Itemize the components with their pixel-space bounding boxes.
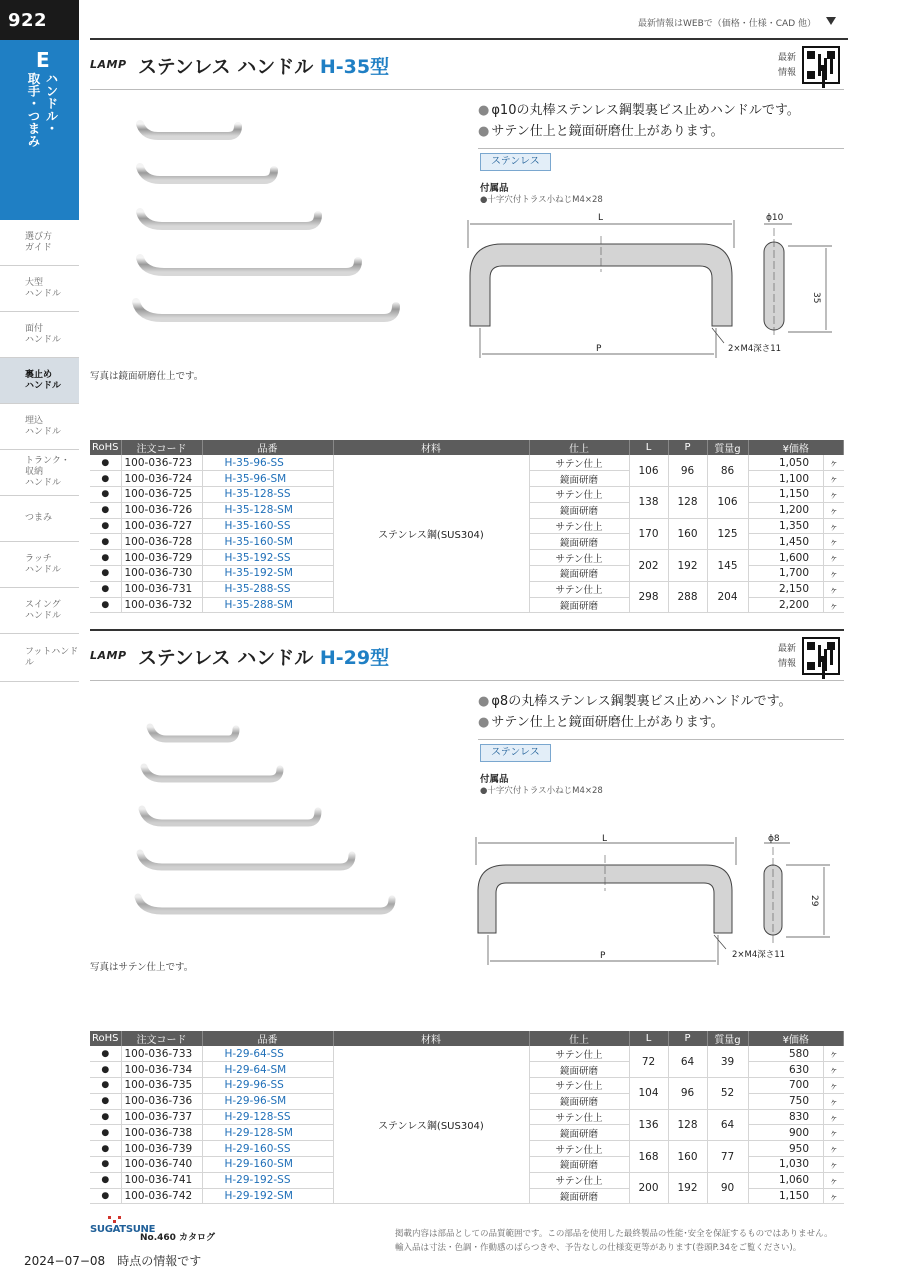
rohs-mark: ● <box>90 1141 121 1157</box>
info-date: 2024−07−08 時点の情報です <box>24 1254 202 1268</box>
finish: サテン仕上 <box>529 1172 629 1188</box>
part-number-link[interactable]: H-29-160-SS <box>202 1141 333 1157</box>
part-number-link[interactable]: H-29-192-SS <box>202 1172 333 1188</box>
part-number-link[interactable]: H-35-128-SM <box>202 502 333 518</box>
sidebar-item-surface[interactable]: 面付 ハンドル <box>0 312 79 358</box>
dim-L: 202 <box>629 550 668 582</box>
category-title-line2: 取手・つまみ <box>26 72 41 147</box>
mass: 106 <box>707 487 748 519</box>
sidebar-nav <box>0 220 79 682</box>
spec-table <box>90 1031 844 1204</box>
unit: ヶ <box>824 566 844 582</box>
col-rohs: RoHS <box>90 440 121 455</box>
qr-label: 最新 情報 <box>777 644 796 669</box>
rohs-mark: ● <box>90 534 121 550</box>
dimension-drawing <box>462 208 842 368</box>
order-code: 100-036-723 <box>121 455 202 471</box>
part-number-link[interactable]: H-35-96-SM <box>202 471 333 487</box>
qr-code-icon[interactable] <box>802 637 840 675</box>
dim-P: 96 <box>668 455 707 487</box>
col-P: P <box>668 440 707 455</box>
section-header <box>90 631 844 681</box>
price: 1,050 <box>748 455 824 471</box>
category-tab[interactable] <box>0 40 79 220</box>
price: 700 <box>748 1078 824 1094</box>
price: 1,150 <box>748 487 824 503</box>
product-section-h35 <box>90 40 844 615</box>
photo-note: 写真はサテン仕上です。 <box>90 962 194 973</box>
col-rohs: RoHS <box>90 1031 121 1046</box>
unit: ヶ <box>824 455 844 471</box>
table-row <box>90 1046 844 1062</box>
dim-L: 200 <box>629 1172 668 1204</box>
dim-L: 170 <box>629 518 668 550</box>
triangle-down-icon <box>826 17 836 25</box>
part-number-link[interactable]: H-29-96-SM <box>202 1093 333 1109</box>
finish: 鏡面研磨 <box>529 1157 629 1173</box>
price: 1,350 <box>748 518 824 534</box>
sugatsune-logo: SUGATSUNE <box>90 1224 155 1235</box>
mass: 39 <box>707 1046 748 1078</box>
rohs-mark: ● <box>90 1093 121 1109</box>
price: 1,100 <box>748 471 824 487</box>
col-code: 注文コード <box>121 1031 202 1046</box>
order-code: 100-036-735 <box>121 1078 202 1094</box>
product-section-h29 <box>90 631 844 1211</box>
unit: ヶ <box>824 1141 844 1157</box>
finish: 鏡面研磨 <box>529 1062 629 1078</box>
col-material: 材料 <box>333 1031 529 1046</box>
order-code: 100-036-736 <box>121 1093 202 1109</box>
qr-label: 最新 情報 <box>777 53 796 78</box>
dim-P: 192 <box>668 1172 707 1204</box>
dim-L: 136 <box>629 1109 668 1141</box>
feature-list <box>478 691 792 733</box>
dim-P-label: P <box>600 951 606 961</box>
qr-code-icon[interactable] <box>802 46 840 84</box>
order-code: 100-036-739 <box>121 1141 202 1157</box>
finish: サテン仕上 <box>529 487 629 503</box>
unit: ヶ <box>824 518 844 534</box>
material-badge: ステンレス <box>480 744 551 762</box>
part-number-link[interactable]: H-29-160-SM <box>202 1157 333 1173</box>
order-code: 100-036-732 <box>121 597 202 613</box>
dim-P: 160 <box>668 518 707 550</box>
rohs-mark: ● <box>90 597 121 613</box>
section-title: ステンレス ハンドル H-29型 <box>138 647 390 669</box>
accessory-title: 付属品 <box>480 774 509 785</box>
order-code: 100-036-729 <box>121 550 202 566</box>
unit: ヶ <box>824 1157 844 1173</box>
sidebar-item-trunk[interactable]: トランク・ 収納 ハンドル <box>0 450 79 496</box>
dim-L: 138 <box>629 487 668 519</box>
price: 1,700 <box>748 566 824 582</box>
part-number-link[interactable]: H-29-64-SS <box>202 1046 333 1062</box>
material-badge: ステンレス <box>480 153 551 171</box>
part-number-link[interactable]: H-29-128-SM <box>202 1125 333 1141</box>
web-info-note[interactable]: 最新情報はWEBで（価格・仕様・CAD 他） <box>638 19 816 29</box>
part-number-link[interactable]: H-35-96-SS <box>202 455 333 471</box>
dim-diameter-label: ϕ10 <box>766 213 784 223</box>
part-number-link[interactable]: H-29-96-SS <box>202 1078 333 1094</box>
page-number: 922 <box>0 0 79 40</box>
unit: ヶ <box>824 1093 844 1109</box>
dim-L: 104 <box>629 1078 668 1110</box>
section-header <box>90 40 844 90</box>
category-letter: E <box>36 48 50 72</box>
mass: 64 <box>707 1109 748 1141</box>
dim-height-label: 35 <box>811 292 821 304</box>
unit: ヶ <box>824 1172 844 1188</box>
sidebar-item-recessed[interactable]: 埋込 ハンドル <box>0 404 79 450</box>
price: 1,060 <box>748 1172 824 1188</box>
dim-L-label: L <box>602 834 608 844</box>
rohs-mark: ● <box>90 502 121 518</box>
dim-P: 128 <box>668 487 707 519</box>
feature-item: ● φ10の丸棒ステンレス鋼製裏ビス止めハンドルです。 <box>478 100 800 121</box>
dim-L: 106 <box>629 455 668 487</box>
unit: ヶ <box>824 1188 844 1204</box>
logo-dots-icon <box>106 1214 124 1244</box>
price: 2,150 <box>748 581 824 597</box>
col-P: P <box>668 1031 707 1046</box>
rohs-mark: ● <box>90 1046 121 1062</box>
table-header-row <box>90 440 844 455</box>
col-part: 品番 <box>202 440 333 455</box>
sidebar-item-large[interactable]: 大型 ハンドル <box>0 266 79 312</box>
finish: 鏡面研磨 <box>529 597 629 613</box>
order-code: 100-036-724 <box>121 471 202 487</box>
part-number-link[interactable]: H-35-192-SS <box>202 550 333 566</box>
lamp-logo: LAMP <box>90 649 127 662</box>
col-price: ¥価格 <box>748 1031 844 1046</box>
table-header-row <box>90 1031 844 1046</box>
divider <box>478 739 844 740</box>
dim-P: 288 <box>668 581 707 613</box>
unit: ヶ <box>824 597 844 613</box>
table-row <box>90 455 844 471</box>
feature-item: ● サテン仕上と鏡面研磨仕上があります。 <box>478 712 792 733</box>
rohs-mark: ● <box>90 1125 121 1141</box>
sidebar-item-latch[interactable]: ラッチ ハンドル <box>0 542 79 588</box>
col-part: 品番 <box>202 1031 333 1046</box>
price: 750 <box>748 1093 824 1109</box>
part-number-link[interactable]: H-35-192-SM <box>202 566 333 582</box>
unit: ヶ <box>824 471 844 487</box>
rohs-mark: ● <box>90 455 121 471</box>
order-code: 100-036-727 <box>121 518 202 534</box>
dim-P: 64 <box>668 1046 707 1078</box>
price: 630 <box>748 1062 824 1078</box>
dim-L-label: L <box>598 213 604 223</box>
order-code: 100-036-733 <box>121 1046 202 1062</box>
col-finish: 仕上 <box>529 440 629 455</box>
unit: ヶ <box>824 534 844 550</box>
dim-P: 128 <box>668 1109 707 1141</box>
unit: ヶ <box>824 1109 844 1125</box>
part-number-link[interactable]: H-29-128-SS <box>202 1109 333 1125</box>
finish: 鏡面研磨 <box>529 471 629 487</box>
rohs-mark: ● <box>90 1078 121 1094</box>
rohs-mark: ● <box>90 1188 121 1204</box>
dim-L: 298 <box>629 581 668 613</box>
rohs-mark: ● <box>90 1109 121 1125</box>
finish: 鏡面研磨 <box>529 1093 629 1109</box>
finish: サテン仕上 <box>529 518 629 534</box>
part-number-link[interactable]: H-35-160-SS <box>202 518 333 534</box>
price: 830 <box>748 1109 824 1125</box>
divider <box>478 148 844 149</box>
unit: ヶ <box>824 1125 844 1141</box>
rohs-mark: ● <box>90 581 121 597</box>
col-mass: 質量g <box>707 440 748 455</box>
order-code: 100-036-731 <box>121 581 202 597</box>
rohs-mark: ● <box>90 1157 121 1173</box>
rohs-mark: ● <box>90 518 121 534</box>
accessory-title: 付属品 <box>480 183 509 194</box>
order-code: 100-036-730 <box>121 566 202 582</box>
unit: ヶ <box>824 1046 844 1062</box>
part-number-link[interactable]: H-35-128-SS <box>202 487 333 503</box>
unit: ヶ <box>824 1062 844 1078</box>
part-number-link[interactable]: H-35-288-SS <box>202 581 333 597</box>
mass: 145 <box>707 550 748 582</box>
dim-P-label: P <box>596 344 602 354</box>
col-finish: 仕上 <box>529 1031 629 1046</box>
dimension-drawing <box>470 831 842 971</box>
dim-P: 192 <box>668 550 707 582</box>
unit: ヶ <box>824 1078 844 1094</box>
rohs-mark: ● <box>90 566 121 582</box>
finish: サテン仕上 <box>529 455 629 471</box>
category-title-line1: ハンドル・ <box>44 72 59 135</box>
price: 580 <box>748 1046 824 1062</box>
finish: サテン仕上 <box>529 581 629 597</box>
finish: 鏡面研磨 <box>529 1125 629 1141</box>
product-photo <box>130 713 450 923</box>
mass: 52 <box>707 1078 748 1110</box>
unit: ヶ <box>824 581 844 597</box>
col-code: 注文コード <box>121 440 202 455</box>
rohs-mark: ● <box>90 471 121 487</box>
sidebar-item-back-mount[interactable]: 裏止め ハンドル <box>0 358 79 404</box>
accessory-item: ●十字穴付トラス小ねじM4×28 <box>480 786 603 796</box>
mass: 90 <box>707 1172 748 1204</box>
mass: 125 <box>707 518 748 550</box>
rohs-mark: ● <box>90 1172 121 1188</box>
sidebar-item-knob[interactable]: つまみ <box>0 496 79 542</box>
accessory-item: ●十字穴付トラス小ねじM4×28 <box>480 195 603 205</box>
unit: ヶ <box>824 487 844 503</box>
catalog-number: No.460 カタログ <box>140 1233 216 1243</box>
finish: サテン仕上 <box>529 1078 629 1094</box>
finish: 鏡面研磨 <box>529 1188 629 1204</box>
price: 1,450 <box>748 534 824 550</box>
price: 1,030 <box>748 1157 824 1173</box>
finish: サテン仕上 <box>529 550 629 566</box>
section-title: ステンレス ハンドル H-35型 <box>138 56 390 78</box>
price: 900 <box>748 1125 824 1141</box>
finish: サテン仕上 <box>529 1046 629 1062</box>
order-code: 100-036-725 <box>121 487 202 503</box>
rohs-mark: ● <box>90 487 121 503</box>
dim-P: 96 <box>668 1078 707 1110</box>
dim-P: 160 <box>668 1141 707 1173</box>
finish: 鏡面研磨 <box>529 566 629 582</box>
order-code: 100-036-737 <box>121 1109 202 1125</box>
unit: ヶ <box>824 502 844 518</box>
dim-height-label: 29 <box>809 895 819 907</box>
part-number-link[interactable]: H-29-192-SM <box>202 1188 333 1204</box>
sidebar-item-swing[interactable]: スイング ハンドル <box>0 588 79 634</box>
dim-L: 72 <box>629 1046 668 1078</box>
finish: 鏡面研磨 <box>529 534 629 550</box>
finish: サテン仕上 <box>529 1109 629 1125</box>
mass: 86 <box>707 455 748 487</box>
rohs-mark: ● <box>90 550 121 566</box>
order-code: 100-036-726 <box>121 502 202 518</box>
order-code: 100-036-742 <box>121 1188 202 1204</box>
order-code: 100-036-734 <box>121 1062 202 1078</box>
unit: ヶ <box>824 550 844 566</box>
spec-table <box>90 440 844 613</box>
disclaimer: 掲載内容は部品としての品質範囲です。この部品を使用した最終製品の性能･安全を保証するものではありません。 輸入品は寸法・色調・作動感のばらつきや、予告なしの仕様変更等があります(巻頭P.34をご覧ください)。 <box>395 1229 833 1253</box>
mass: 204 <box>707 581 748 613</box>
col-L: L <box>629 1031 668 1046</box>
photo-note: 写真は鏡面研磨仕上です。 <box>90 371 204 382</box>
sidebar-item-guide[interactable]: 選び方 ガイド <box>0 220 79 266</box>
dim-L: 168 <box>629 1141 668 1173</box>
part-number-link[interactable]: H-35-160-SM <box>202 534 333 550</box>
order-code: 100-036-741 <box>121 1172 202 1188</box>
price: 1,600 <box>748 550 824 566</box>
sidebar-item-foot[interactable]: フットハンドル <box>0 634 79 682</box>
col-price: ¥価格 <box>748 440 844 455</box>
order-code: 100-036-740 <box>121 1157 202 1173</box>
finish: サテン仕上 <box>529 1141 629 1157</box>
screw-label: 2×M4深さ11 <box>728 344 782 354</box>
mass: 77 <box>707 1141 748 1173</box>
price: 1,150 <box>748 1188 824 1204</box>
order-code: 100-036-738 <box>121 1125 202 1141</box>
price: 2,200 <box>748 597 824 613</box>
screw-label: 2×M4深さ11 <box>732 950 786 960</box>
material-cell: ステンレス鋼(SUS304) <box>333 1046 529 1204</box>
col-L: L <box>629 440 668 455</box>
part-number-link[interactable]: H-29-64-SM <box>202 1062 333 1078</box>
finish: 鏡面研磨 <box>529 502 629 518</box>
feature-list <box>478 100 800 142</box>
part-number-link[interactable]: H-35-288-SM <box>202 597 333 613</box>
col-material: 材料 <box>333 440 529 455</box>
dim-diameter-label: ϕ8 <box>768 834 780 844</box>
price: 1,200 <box>748 502 824 518</box>
order-code: 100-036-728 <box>121 534 202 550</box>
material-cell: ステンレス鋼(SUS304) <box>333 455 529 613</box>
col-mass: 質量g <box>707 1031 748 1046</box>
price: 950 <box>748 1141 824 1157</box>
rohs-mark: ● <box>90 1062 121 1078</box>
feature-item: ● φ8の丸棒ステンレス鋼製裏ビス止めハンドルです。 <box>478 691 792 712</box>
feature-item: ● サテン仕上と鏡面研磨仕上があります。 <box>478 121 800 142</box>
product-photo <box>128 110 448 335</box>
lamp-logo: LAMP <box>90 58 127 71</box>
